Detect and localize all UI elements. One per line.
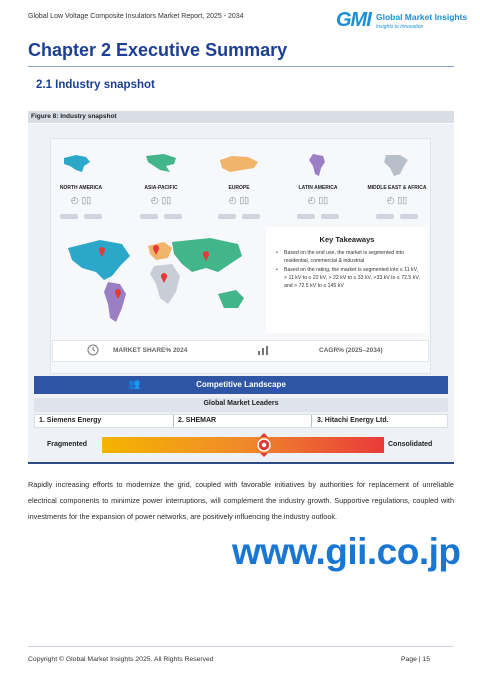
header-report-title: Global Low Voltage Composite Insulators Market Report, 2025 - 2034 (28, 13, 244, 20)
leader-separator (311, 415, 312, 427)
leader-1: 1. Siemens Energy (39, 417, 102, 424)
region-stats-icons: ◴ ▯▯ (70, 195, 92, 205)
region-stats-icons: ◴ ▯▯ (150, 195, 172, 205)
europe-map-icon (214, 152, 264, 178)
global-market-leaders-bar (34, 398, 448, 412)
region-middle-east-africa (364, 152, 430, 224)
latin-america-map-icon (293, 152, 343, 178)
region-name: MIDDLE EAST & AFRICA (367, 185, 427, 191)
blurred-value (60, 214, 78, 219)
region-name: NORTH AMERICA (59, 185, 103, 191)
watermark: www.gii.co.jp (232, 531, 461, 572)
map-europe (148, 242, 172, 260)
scale-left-label: Fragmented (47, 441, 88, 448)
world-map (60, 228, 260, 328)
logo-name: Global Market Insights (376, 12, 468, 22)
region-latin-america (285, 152, 351, 224)
blurred-value (297, 214, 315, 219)
map-australia (218, 290, 244, 308)
chapter-title: Chapter 2 Executive Summary (28, 40, 288, 60)
blurred-value (218, 214, 236, 219)
metrics-bar (52, 340, 429, 362)
footer-divider (28, 646, 454, 647)
growth-chart-icon (257, 344, 269, 356)
key-takeaways-title: Key Takeaways (319, 235, 375, 244)
figure-caption: Figure 8: Industry snapshot (31, 113, 117, 120)
leader-3: 3. Hitachi Energy Ltd. (317, 417, 389, 424)
middle-east-africa-map-icon (372, 152, 422, 178)
footer-page-number: Page | 15 (401, 656, 430, 663)
global-market-leaders-title: Global Market Leaders (203, 400, 279, 407)
region-name: EUROPE (228, 185, 250, 191)
region-stats-icons: ◴ ▯▯ (386, 195, 408, 205)
section-title: 2.1 Industry snapshot (36, 79, 155, 91)
concentration-marker-icon (256, 433, 272, 457)
summary-paragraph: Rapidly increasing efforts to modernize the grid, coupled with favorable initiatives by authorities for replacement of unreliable electrical components to minimize power interruptions, will complement the industry growth. Supportive regulations, coupled with investments for the expansion of power networks, are positively influencing the industry outlook. (28, 480, 454, 521)
blurred-value (242, 214, 260, 219)
map-africa (150, 264, 180, 304)
gmi-logo (336, 9, 468, 37)
region-north-america (48, 152, 114, 224)
competitive-landscape-title: Competitive Landscape (196, 380, 286, 389)
takeaway-item: • Based on the end use, the market is segmented into residential, commercial & industrial (274, 249, 422, 265)
blurred-value (164, 214, 182, 219)
blurred-value (376, 214, 394, 219)
key-takeaways-box (266, 227, 428, 333)
map-latin-america (104, 282, 126, 322)
region-name: LATIN AMERICA (298, 185, 338, 191)
concentration-gradient (102, 437, 384, 453)
blurred-value (400, 214, 418, 219)
blurred-value (140, 214, 158, 219)
blurred-value (321, 214, 339, 219)
key-takeaways-list (274, 249, 422, 291)
logo-tagline: Insights to Innovation (376, 24, 424, 30)
takeaway-item: • Based on the rating, the market is segmented into ≤ 11 kV, > 11 kV to ≤ 22 kV, > 22 kV to ≤ 33 kV, >33 kV to ≤ 72.5 kV, and > 72.5 kV to ≤ 145 kV (274, 266, 422, 290)
leader-separator (173, 415, 174, 427)
asia-pacific-map-icon (136, 152, 186, 178)
scale-right-label: Consolidated (388, 441, 433, 448)
logo-mark: GMI (336, 9, 371, 31)
region-stats-icons: ◴ ▯▯ (228, 195, 250, 205)
competitive-landscape-bar (34, 376, 448, 394)
region-asia-pacific (128, 152, 194, 224)
region-europe (206, 152, 272, 224)
chapter-divider (28, 66, 454, 67)
region-name: ASIA-PACIFIC (144, 185, 178, 191)
region-stats-icons: ◴ ▯▯ (307, 195, 329, 205)
cagr-label: CAGR% (2025–2034) (319, 347, 383, 354)
people-icon: 👥 (128, 379, 141, 390)
map-north-america (68, 240, 130, 280)
market-share-label: MARKET SHARE% 2024 (113, 347, 188, 354)
blurred-value (84, 214, 102, 219)
leader-2: 2. SHEMAR (178, 417, 217, 424)
north-america-map-icon (56, 152, 106, 178)
footer-copyright: Copyright © Global Market Insights 2025. All Rights Reserved (28, 656, 214, 663)
leaders-row (34, 414, 448, 428)
clock-icon (87, 344, 99, 356)
